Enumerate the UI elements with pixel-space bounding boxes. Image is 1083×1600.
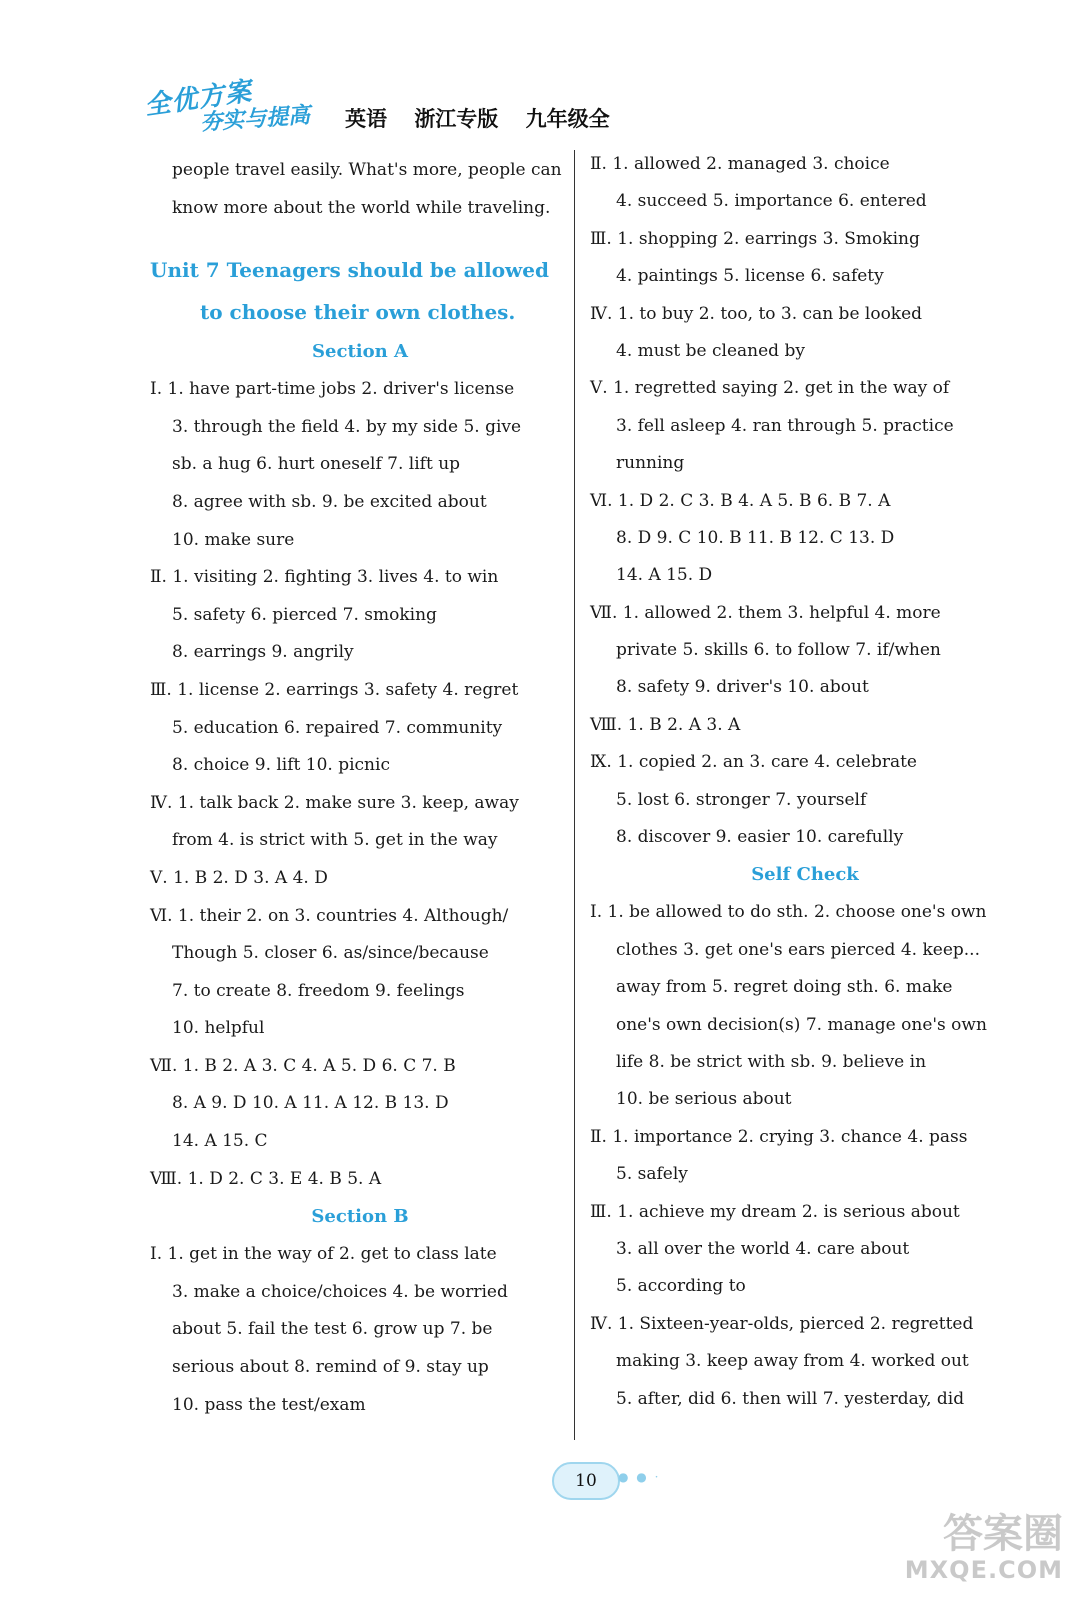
answer-line: 3. through the field 4. by my side 5. give (172, 416, 522, 437)
answer-line: about 5. fail the test 6. grow up 7. be (172, 1319, 493, 1340)
answer-line: Though 5. closer 6. as/since/because (172, 943, 489, 964)
answer-line: 5. after, did 6. then will 7. yesterday, did (616, 1388, 965, 1409)
answer-line: 5. lost 6. stronger 7. yourself (616, 789, 867, 810)
answer-line: Ⅶ. 1. allowed 2. them 3. helpful 4. more (590, 602, 941, 623)
answer-line: 8. safety 9. driver's 10. about (616, 677, 869, 698)
section-a-heading: Section A (312, 341, 408, 363)
answer-line: 8. D 9. C 10. B 11. B 12. C 13. D (616, 527, 895, 548)
answer-line: one's own decision(s) 7. manage one's own (616, 1014, 987, 1035)
answer-line: 8. discover 9. easier 10. carefully (616, 827, 904, 848)
answer-line: 3. fell asleep 4. ran through 5. practice (616, 415, 954, 436)
answer-line: people travel easily. What's more, people can (172, 160, 562, 180)
answer-line: Ⅵ. 1. their 2. on 3. countries 4. Although/ (150, 905, 509, 926)
answer-line: 8. choice 9. lift 10. picnic (172, 755, 390, 776)
answer-line: from 4. is strict with 5. get in the way (172, 830, 498, 851)
intro-text (150, 152, 570, 227)
page-header (345, 103, 630, 133)
answer-line: 4. succeed 5. importance 6. entered (616, 191, 927, 212)
logo-line-2: 夯实与提高 (199, 103, 311, 136)
answer-line: 4. must be cleaned by (616, 340, 805, 361)
answer-line: 8. A 9. D 10. A 11. A 12. B 13. D (172, 1093, 449, 1114)
answer-line: 14. A 15. D (616, 565, 713, 586)
answer-line: 10. helpful (172, 1018, 265, 1039)
answer-line: 5. safety 6. pierced 7. smoking (172, 604, 437, 625)
answer-line: 8. agree with sb. 9. be excited about (172, 491, 487, 512)
left-column (150, 152, 570, 1424)
answer-line: Ⅳ. 1. Sixteen-year-olds, pierced 2. regretted (590, 1313, 974, 1334)
answer-line: Ⅰ. 1. get in the way of 2. get to class late (150, 1244, 497, 1265)
decorative-dots-icon: ● ● · (618, 1470, 661, 1484)
answer-line: Ⅶ. 1. B 2. A 3. C 4. A 5. D 6. C 7. B (150, 1055, 456, 1076)
answer-line: Ⅲ. 1. achieve my dream 2. is serious about (590, 1201, 960, 1222)
section-a-answers (150, 371, 570, 1198)
answer-line: Ⅱ. 1. importance 2. crying 3. chance 4. pass (590, 1126, 968, 1147)
answer-line: 4. paintings 5. license 6. safety (616, 266, 884, 287)
answer-line: Ⅲ. 1. license 2. earrings 3. safety 4. regret (150, 679, 519, 700)
watermark-logo-text: 答案圈 (943, 1511, 1063, 1557)
answer-line: Ⅵ. 1. D 2. C 3. B 4. A 5. B 6. B 7. A (590, 490, 891, 511)
self-check-answers (590, 894, 1020, 1417)
answer-line: know more about the world while traveling. (172, 197, 551, 218)
page-number: 10 (552, 1462, 620, 1500)
answer-line: 10. pass the test/exam (172, 1394, 366, 1415)
unit-title-continued: to choose their own clothes. (200, 300, 516, 325)
header-subject: 英语 (345, 107, 387, 131)
answer-line: life 8. be strict with sb. 9. believe in (616, 1051, 927, 1072)
answer-line: 14. A 15. C (172, 1131, 268, 1152)
logo-line-1: 全优方案 (142, 76, 254, 122)
answer-line: serious about 8. remind of 9. stay up (172, 1357, 489, 1378)
section-b-answers-continued (590, 146, 1020, 856)
answer-line: 7. to create 8. freedom 9. feelings (172, 980, 465, 1001)
answer-line: 8. earrings 9. angrily (172, 642, 354, 663)
section-b-heading: Section B (311, 1206, 409, 1228)
self-check-heading: Self Check (751, 864, 859, 886)
answer-line: Ⅴ. 1. regretted saying 2. get in the way of (590, 378, 950, 399)
answer-line: Ⅱ. 1. allowed 2. managed 3. choice (590, 154, 890, 174)
right-column (590, 146, 1020, 1418)
answer-line: sb. a hug 6. hurt oneself 7. lift up (172, 454, 461, 475)
answer-line: away from 5. regret doing sth. 6. make (616, 977, 953, 998)
answer-line: Ⅰ. 1. be allowed to do sth. 2. choose one's own (590, 902, 987, 923)
header-edition: 浙江专版 (414, 107, 499, 131)
answer-line: clothes 3. get one's ears pierced 4. keep... (616, 939, 980, 960)
answer-line: 5. according to (616, 1276, 746, 1297)
answer-line: Ⅷ. 1. B 2. A 3. A (590, 714, 741, 735)
answer-line: Ⅳ. 1. talk back 2. make sure 3. keep, away (150, 792, 519, 813)
answer-line: 10. be serious about (616, 1089, 792, 1110)
watermark-url: MXQE.COM (904, 1556, 1063, 1584)
answer-line: Ⅰ. 1. have part-time jobs 2. driver's license (150, 379, 515, 400)
answer-line: Ⅲ. 1. shopping 2. earrings 3. Smoking (590, 228, 920, 249)
unit-title: Unit 7 Teenagers should be allowed (150, 258, 549, 283)
section-b-answers (150, 1236, 570, 1424)
answer-line: 5. education 6. repaired 7. community (172, 717, 503, 738)
answer-line: Ⅸ. 1. copied 2. an 3. care 4. celebrate (590, 752, 917, 773)
column-divider (574, 150, 575, 1440)
answer-line: Ⅱ. 1. visiting 2. fighting 3. lives 4. to win (150, 567, 499, 588)
series-logo (138, 78, 338, 136)
answer-line: Ⅷ. 1. D 2. C 3. E 4. B 5. A (150, 1168, 382, 1189)
answer-line: 10. make sure (172, 529, 295, 550)
header-grade: 九年级全 (525, 107, 610, 131)
answer-line: 5. safely (616, 1164, 688, 1185)
answer-line: 3. all over the world 4. care about (616, 1238, 910, 1259)
answer-line: Ⅳ. 1. to buy 2. too, to 3. can be looked (590, 303, 923, 324)
answer-line: making 3. keep away from 4. worked out (616, 1351, 969, 1372)
answer-line: private 5. skills 6. to follow 7. if/when (616, 640, 941, 661)
answer-line: running (616, 453, 685, 474)
answer-line: 3. make a choice/choices 4. be worried (172, 1281, 508, 1302)
watermark (863, 1512, 1063, 1592)
answer-line: Ⅴ. 1. B 2. D 3. A 4. D (150, 867, 328, 888)
